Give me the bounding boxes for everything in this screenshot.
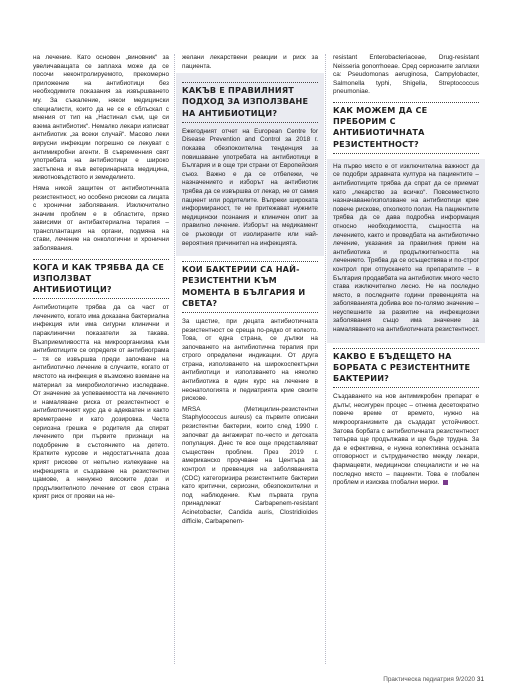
paragraph: resistant Enterobacteriaceae, Drug-resistant Neisseria gonorrhoeae. Сред сериозните заплахи са: Pseudomonas aeruginosa, Campylobacter, Salmonella typhi, Shigella, Streptococcus pneumoniae. <box>333 54 479 96</box>
paragraph-text: Създаването на нов антимикробен препарат е дълъг, несигурен процес – отнема десетократно повече време от времето, нужно на микроорганизмите да създадат устойчивост. Затова борбата с антибиотичната резистентност тепърва ще продължава и ще бъде трудна. За да е ефективна, е нужна колективна осъзната отговорност и сътрудничество между лекари, фармацевти, медицински специалисти и не на последно място – пациенти. Това е глобален проблем и изисква глобални мерки. <box>333 393 479 487</box>
section-heading: КАКВО Е БЪДЕЩЕТО НА БОРБАТА С РЕЗИСТЕНТНИТЕ БАКТЕРИИ? <box>333 348 479 389</box>
end-of-article-marker-icon <box>443 480 448 485</box>
section-heading: КАКЪВ Е ПРАВИЛНИЯТ ПОДХОД ЗА ИЗПОЛЗВАНЕ НА АНТИБИОТИЦИ? <box>182 82 318 123</box>
paragraph: Няма никой защитен от антибиотичната резистентност, но особено рискови са лицата с хронични заболявания. Изключително значим проблем е в областите, пряко зависими от антибактериална терапия – трансплантация на органи, подмяна на стави, лечение на онкологични и хронични заболявания. <box>33 184 169 253</box>
page-footer <box>383 676 484 683</box>
sidebar-box <box>176 73 324 256</box>
column-3 <box>333 54 479 490</box>
section-heading: КАК МОЖЕМ ДА СЕ ПРЕБОРИМ С АНТИБИОТИЧНАТА РЕЗИСТЕНТНОСТ? <box>333 102 479 154</box>
section-heading: КОГА И КАК ТРЯБВА ДА СЕ ИЗПОЛЗВАТ АНТИБИОТИЦИ? <box>33 259 169 300</box>
sidebar-box <box>327 159 485 343</box>
column-1 <box>33 54 169 504</box>
page-number: 31 <box>476 676 484 683</box>
paragraph: За щастие, при децата антибиотичната резистентност се среща по-рядко от колкото. Това, от една страна, се дължи на започването на антибиотична терапия при строго определени индикации. От друга страна, използването на широкоспектърни антибиотици и използването на няколко антибиотика в един курс на лечение в неонатологията и педиатрията крие своите рискове. <box>182 317 318 403</box>
column-divider <box>325 54 326 664</box>
paragraph: На първо място е от изключителна важност да се подобри здравната култура на пациентите – антибиотиците трябва да спрат да се приемат като „лекарство за всичко“. Повсеместното назначаване/използване на антибиотици крие повече рискове, отколкото ползи. На пациентите трябва да се дава подробна информация относно необходимостта, същността на лечението, както и проведбата на антибиотично лечение, указания за правилния прием на антибиотика и продължителността на лечението. Трябва да се осъществява и по-строг контрол при отпускането на препаратите – в България продавбата на антибиотик много често става изключително лесно. Не на последно място, в последните години превенцията на заболяванията добива все по-голямо значение – неуспешните за развитие на инфекциозни заболявания също има значение за намаляването на антибиотичната резистентност. <box>333 162 479 334</box>
paragraph: желани лекарствени реакции и риск за пациента. <box>182 54 318 70</box>
paragraph: на лечение. Като основен „виновник“ за увеличаващата се заплаха може да се посочи неконтролируемото, прекомерно приложение на антибиотици без необходимите показания за извършването му. За съжаление, някои медицински специалисти, които да не се е сблъскал с мнения от тип на „Настинал съм, ще си взема антибиотик“. Немалко лекари изписват антибиотик „за всеки случай“. Масово леки вирусни инфекции погрешно се лекуват с антимикробни агенти. В съвременния свят употребата на антибиотици е широко застъпена и във ветеринарната медицина, животновъдството и земеделието. <box>33 54 169 182</box>
section-heading: КОИ БАКТЕРИИ СА НАЙ-РЕЗИСТЕНТНИ КЪМ МОМЕНТА В БЪЛГАРИЯ И СВЕТА? <box>182 261 318 313</box>
column-2 <box>182 54 318 528</box>
paragraph: MRSA (Метицилин-резистентни Staphylococcus aureus) са първите описани резистентни бактерии, които след 1990 г. започват да ангажират по-често и детската популация. Днес те все още представляват съществен проблем. През 2019 г. американско проучване на Центъра за контрол и превенция на заболяванията (CDC) категоризира резистентните бактерии като критични, сериозни, обезпокоителни и под наблюдение. Към първата група принадлежат Carbapenem-resistant Acinetobacter, Candida auris, Clostridioides difficile, Carbapenem- <box>182 405 318 525</box>
column-divider <box>174 54 175 664</box>
paragraph: Ежегодният отчет на European Centre for Disease Prevention and Control за 2018 г. показва обезпокоителна тенденция за повишаване употребата на антибиотици в България и в още три страни от Европейския съюз. Важно е да се отбележи, че назначението и изборът на антибиотик трябва да се извършва от лекар, не от самия пациент или родителите. Въпреки широката информираност, те не притежават нужните медицински познания и клиничен опит за правилно лечение. Изборът на медикамент се ръководи от изолираните или най-вероятния причинител на инфекцията. <box>182 127 318 247</box>
paragraph-last <box>333 393 479 488</box>
journal-name: Практическа педиатрия <box>383 676 454 683</box>
journal-issue: 9/2020 <box>455 676 476 683</box>
paragraph: Антибиотиците трябва да са част от лечението, когато има доказана бактериална инфекция или има сигурни клинични и параклинични показатели за такава. Възприемливостта на микроорганизма към антибиотиците се определя от антибиограма – тя се извършва преди започване на антибиотично лечение в случаите, когато от мястото на инфекция е възможно вземане на материал за микробиологично изследване. От значение за успеваемостта на лечението и намаляване риска от резистентност е антибиотичният курс да е адекватен и както времетраене и като дозировка. Честа сериозна грешка е родителя да спират лечението при първите признаци на подобрение в състоянието на детето. Кратките курсове и недостатъчната доза крият рискове от непълно излекуване на инфекцията и създаване на резистентни щамове, а ненужно високите дози и продължителното лечение от своя страна крият риск от прояви на не- <box>33 304 169 501</box>
